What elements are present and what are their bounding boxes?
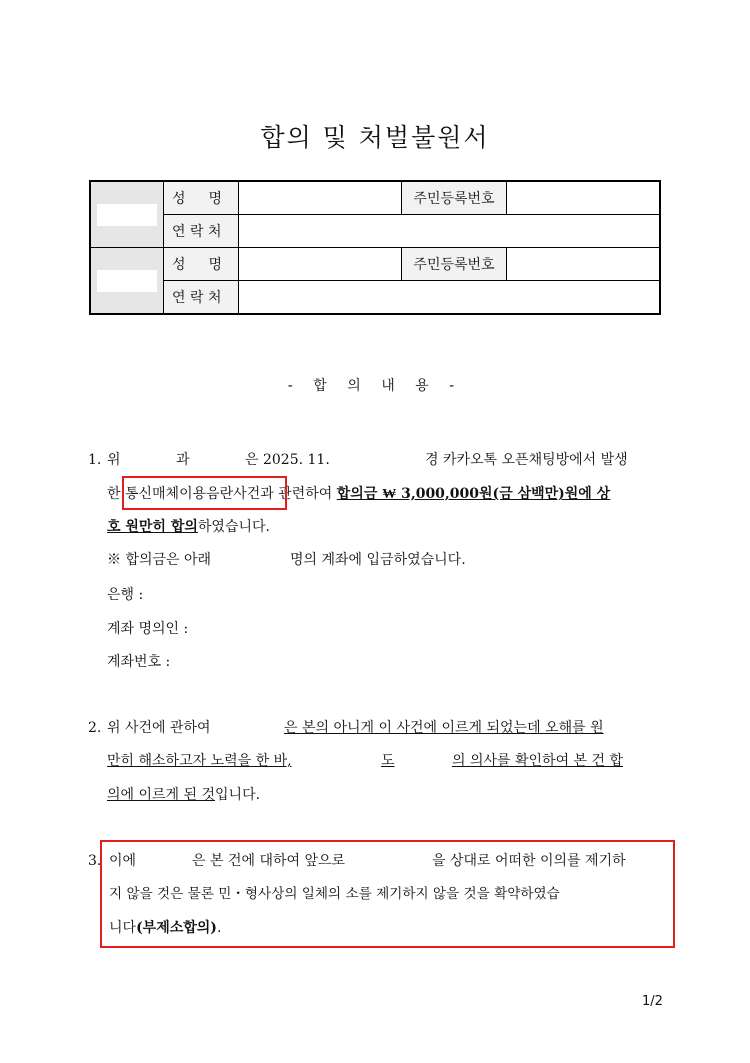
contact-value-cell [239,215,661,248]
item-1-text: 과 [176,452,190,468]
item-3-text: 이에 [109,853,137,869]
item-2-text: 은 본의 아니게 이 사건에 이르게 되었는데 오해를 원 [284,720,604,736]
name-value-cell [239,248,402,281]
bank-field: 은행 : [107,587,144,603]
item-1-note: ※ 합의금은 아래 [107,552,212,568]
item-1-number: 1. [88,452,102,468]
contact-label: 연 락 처 [164,215,239,248]
item-2-line-3: 의에 이르게 된 것입니다. [107,787,261,803]
name-label: 성 명 [164,181,239,215]
document-title: 합의 및 처벌불원서 [260,123,490,152]
party-info-table [89,180,661,315]
id-number-label: 주민등록번호 [402,248,507,281]
name-value-cell [239,181,402,215]
item-1-line-3: 호 원만히 합의하였습니다. [107,519,270,535]
item-1-note: 명의 계좌에 입금하였습니다. [290,552,466,568]
section-title: - 합 의 내 용 - [287,378,463,394]
case-name: 통신매체이용음란사건 [124,486,261,502]
settlement-amount: 합의금 ₩ 3,000,000원(금 삼백만)원에 상 [336,486,611,502]
account-holder-field: 계좌 명의인 : [107,621,189,637]
party-1-label-cell [90,181,164,248]
item-2-text: 위 사건에 관하여 [107,720,211,736]
item-3-text: 지 않을 것은 물론 민・형사상의 일체의 소를 제기하지 않을 것을 확약하였습 [109,886,560,902]
item-1-text: 경 카카오톡 오픈채팅방에서 발생 [425,452,628,468]
redaction-box [97,270,157,292]
id-number-value-cell [507,248,661,281]
name-label: 성 명 [164,248,239,281]
page-number: 1/2 [642,994,663,1009]
contact-label: 연 락 처 [164,281,239,315]
account-number-field: 계좌번호 : [107,654,171,670]
item-2-text: 만히 해소하고자 노력을 한 바, [107,753,292,769]
item-3-line-3: 니다(부제소합의). [109,920,222,936]
item-3-text: 을 상대로 어떠한 이의를 제기하 [432,853,626,869]
id-number-value-cell [507,181,661,215]
item-2-number: 2. [88,720,102,736]
item-2-text: 의 의사를 확인하여 본 건 합 [452,753,624,769]
item-1-text: 위 [107,452,121,468]
item-1-text: 은 2025. 11. [245,452,330,468]
redaction-box [97,204,157,226]
item-3-number: 3. [88,853,102,869]
item-3-highlight-box [100,840,675,948]
item-1-line-2: 한 통신매체이용음란사건과 관련하여 합의금 ₩ 3,000,000원(금 삼백만)원에 상 [107,486,611,502]
item-3-text: 은 본 건에 대하여 앞으로 [192,853,346,869]
item-2-text: 도 [381,753,395,769]
id-number-label: 주민등록번호 [402,181,507,215]
contact-value-cell [239,281,661,315]
case-highlight-box [122,476,287,510]
party-2-label-cell [90,248,164,315]
